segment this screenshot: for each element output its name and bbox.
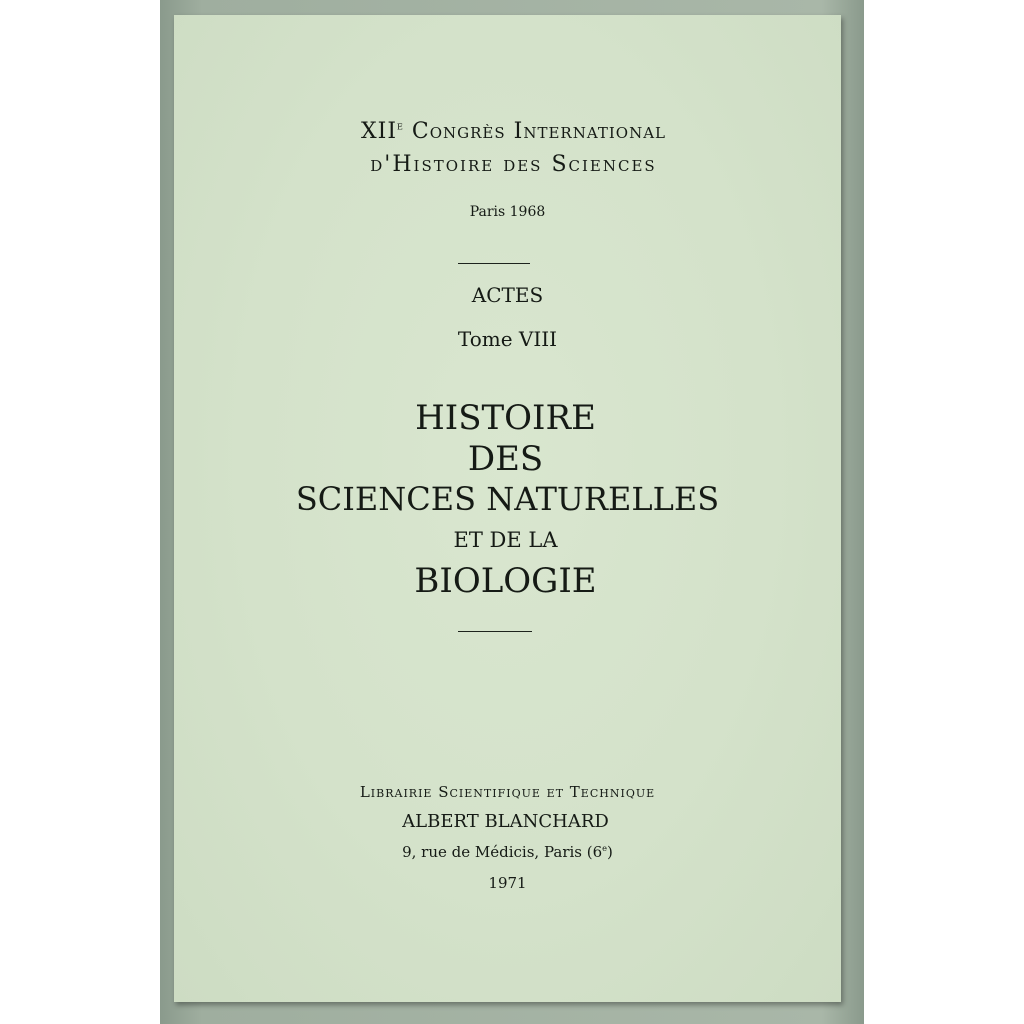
congress-title-line2: d'Histoire des Sciences [370, 152, 657, 177]
divider-bottom [458, 631, 532, 632]
congress-title-line1 [180, 119, 847, 144]
congress-title-text: Congrès International [411, 119, 666, 144]
title-line2: DES [467, 439, 544, 479]
publisher-name: ALBERT BLANCHARD [402, 811, 609, 832]
publisher-address-sup: e [602, 843, 608, 853]
congress-place-date: Paris 1968 [469, 204, 546, 220]
title-line1: HISTOIRE [415, 398, 596, 438]
title-line5: BIOLOGIE [414, 561, 597, 601]
publisher-line1: Librairie Scientifique et Technique [359, 783, 656, 801]
publisher-year: 1971 [488, 874, 527, 892]
series-actes: ACTES [471, 283, 544, 307]
congress-roman-numeral: XII [361, 119, 398, 144]
title-line4: ET DE LA [453, 528, 558, 552]
publisher-address [174, 843, 841, 861]
title-line3: SCIENCES NATURELLES [295, 480, 720, 518]
congress-ordinal-sup: e [397, 118, 404, 133]
series-tome: Tome VIII [457, 327, 558, 351]
divider-top [458, 263, 530, 264]
publisher-address-end: ) [607, 843, 613, 861]
publisher-address-main: 9, rue de Médicis, Paris (6 [402, 843, 603, 861]
book-cover [174, 15, 841, 1002]
